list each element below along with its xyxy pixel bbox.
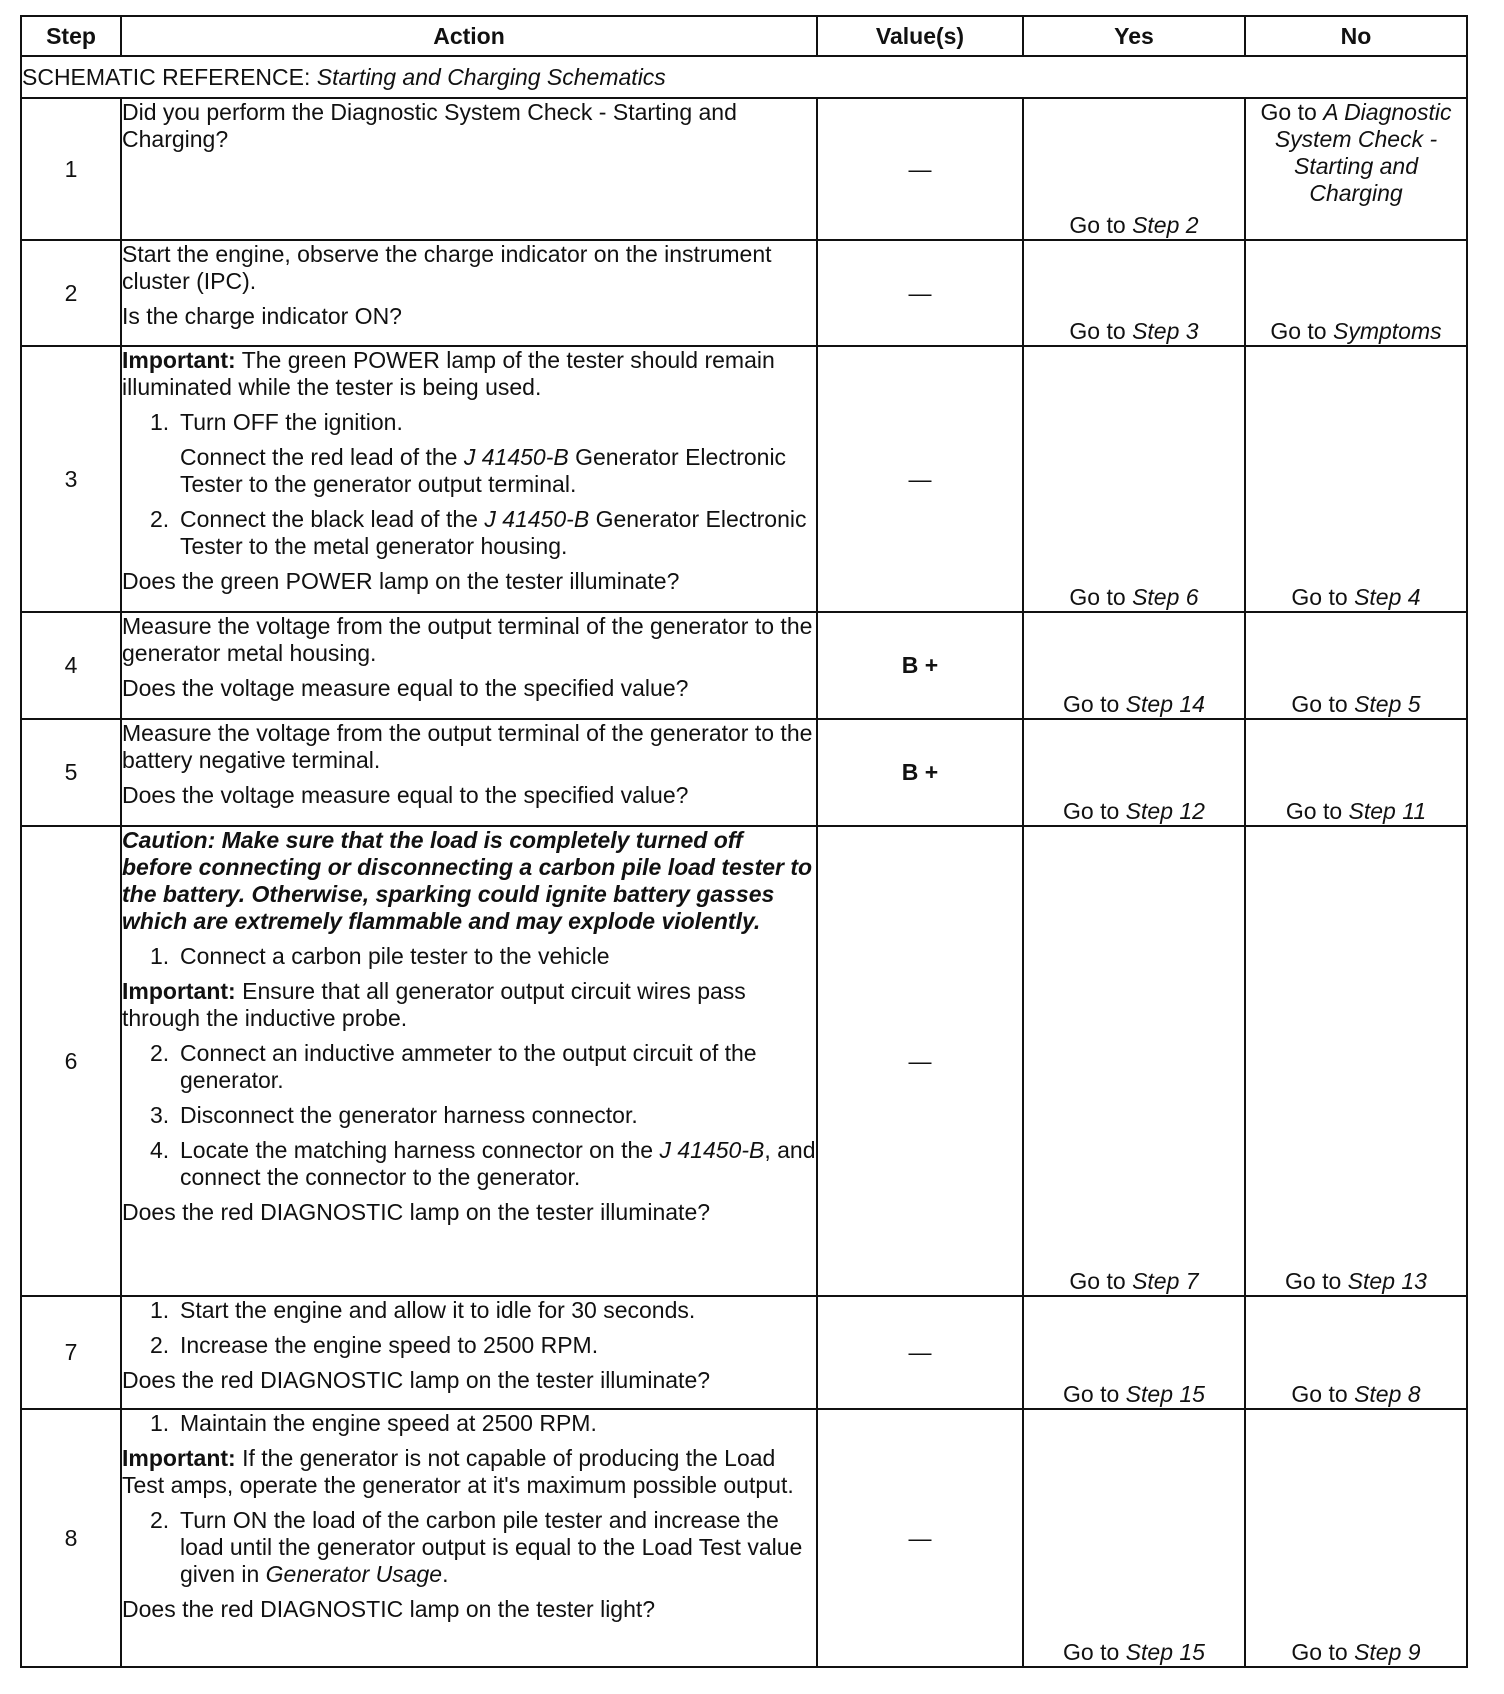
goto-label: Go to <box>1285 1268 1342 1294</box>
text: Connect the black lead of the <box>180 506 478 532</box>
yes-link[interactable]: Step 15 <box>1125 1381 1205 1407</box>
generator-usage-ref[interactable]: Generator Usage <box>265 1561 443 1587</box>
yes-link[interactable]: Step 14 <box>1125 691 1205 717</box>
action-question: Does the red DIAGNOSTIC lamp on the tester illuminate? <box>122 1199 711 1225</box>
step-number: 6 <box>21 826 121 1296</box>
important-note <box>122 978 816 1032</box>
header-yes: Yes <box>1023 16 1245 56</box>
goto-label: Go to <box>1291 1639 1348 1665</box>
value-cell: — <box>817 826 1023 1296</box>
important-note <box>122 347 816 401</box>
no-cell <box>1245 612 1467 719</box>
goto-label: Go to <box>1291 584 1348 610</box>
yes-cell <box>1023 240 1245 346</box>
table-row <box>21 346 1467 612</box>
yes-link[interactable]: Step 12 <box>1125 798 1205 824</box>
list-text: Increase the engine speed to 2500 RPM. <box>180 1332 599 1358</box>
no-cell <box>1245 1296 1467 1409</box>
action-cell <box>121 346 817 612</box>
goto-label: Go to <box>1291 1381 1348 1407</box>
step-number: 2 <box>21 240 121 346</box>
action-question: Does the red DIAGNOSTIC lamp on the tester illuminate? <box>122 1367 711 1393</box>
important-label: Important: <box>122 347 236 373</box>
text: Locate the matching harness connector on the <box>180 1137 654 1163</box>
header-values: Value(s) <box>817 16 1023 56</box>
no-cell <box>1245 98 1467 240</box>
table-row <box>21 1409 1467 1667</box>
list-number: 1. <box>150 1297 170 1323</box>
list-number: 1. <box>150 409 170 435</box>
action-cell <box>121 1409 817 1667</box>
header-step: Step <box>21 16 121 56</box>
goto-label: Go to <box>1063 1639 1120 1665</box>
list-text <box>180 506 816 560</box>
action-cell <box>121 719 817 826</box>
value-cell: — <box>817 1296 1023 1409</box>
yes-link[interactable]: Step 3 <box>1132 318 1199 344</box>
action-cell <box>121 612 817 719</box>
list-text <box>180 1507 816 1588</box>
action-question: Does the voltage measure equal to the specified value? <box>122 782 689 808</box>
value-cell: — <box>817 346 1023 612</box>
table-row <box>21 98 1467 240</box>
schematic-label: SCHEMATIC REFERENCE: <box>22 63 311 90</box>
list-number: 2. <box>150 1507 170 1533</box>
text: Turn ON the load of the carbon pile tester and increase the load until the generator output is equal to the Load Test value given in <box>180 1507 803 1587</box>
action-question: Does the green POWER lamp on the tester illuminate? <box>122 568 680 594</box>
action-text: Start the engine, observe the charge indicator on the instrument cluster (IPC). <box>122 241 772 294</box>
value-cell: — <box>817 1409 1023 1667</box>
text: , and connect the connector to the generator. <box>180 1137 816 1190</box>
list-text <box>180 1137 816 1191</box>
action-cell <box>121 826 817 1296</box>
goto-label: Go to <box>1069 318 1126 344</box>
list-text: Connect an inductive ammeter to the output circuit of the generator. <box>180 1040 757 1093</box>
yes-link[interactable]: Step 7 <box>1132 1268 1199 1294</box>
no-link[interactable]: Step 8 <box>1354 1381 1421 1407</box>
action-question: Does the red DIAGNOSTIC lamp on the tester light? <box>122 1596 656 1622</box>
header-action: Action <box>121 16 817 56</box>
table-row <box>21 826 1467 1296</box>
text: Generator Electronic Tester to the generator output terminal. <box>180 444 787 497</box>
important-note <box>122 1445 816 1499</box>
list-text: Connect a carbon pile tester to the vehicle <box>180 943 610 969</box>
list-item <box>122 1507 816 1588</box>
step-number: 8 <box>21 1409 121 1667</box>
list-item <box>122 1102 816 1129</box>
no-cell <box>1245 240 1467 346</box>
goto-label: Go to <box>1063 798 1120 824</box>
text: Connect the red lead of the <box>180 444 458 470</box>
yes-cell <box>1023 346 1245 612</box>
yes-cell <box>1023 826 1245 1296</box>
action-text: Measure the voltage from the output terminal of the generator to the generator metal housing. <box>122 613 813 666</box>
no-cell <box>1245 719 1467 826</box>
list-item <box>122 1332 816 1359</box>
action-question: Is the charge indicator ON? <box>122 303 402 329</box>
value-cell: B + <box>817 612 1023 719</box>
yes-cell <box>1023 1409 1245 1667</box>
no-link[interactable]: Step 9 <box>1354 1639 1421 1665</box>
goto-label: Go to <box>1069 1268 1126 1294</box>
no-cell <box>1245 1409 1467 1667</box>
action-cell <box>121 98 817 240</box>
no-link[interactable]: Step 11 <box>1348 798 1427 824</box>
list-item <box>122 506 816 560</box>
list-item <box>122 1137 816 1191</box>
action-cell <box>121 240 817 346</box>
important-text: Ensure that all generator output circuit wires pass through the inductive probe. <box>122 978 746 1031</box>
list-number: 1. <box>150 943 170 969</box>
list-number: 4. <box>150 1137 170 1163</box>
no-link[interactable]: Step 5 <box>1354 691 1421 717</box>
text: Generator Electronic Tester to the metal generator housing. <box>180 506 807 559</box>
important-text: If the generator is not capable of producing the Load Test amps, operate the generator at it's maximum possible output. <box>122 1445 794 1498</box>
step-number: 1 <box>21 98 121 240</box>
list-text: Disconnect the generator harness connector. <box>180 1102 638 1128</box>
goto-label: Go to <box>1069 584 1126 610</box>
list-number: 2. <box>150 1332 170 1358</box>
list-number: 2. <box>150 506 170 532</box>
text: . <box>442 1561 449 1587</box>
yes-cell <box>1023 1296 1245 1409</box>
schematic-reference <box>21 56 1467 98</box>
goto-label: Go to <box>1063 691 1120 717</box>
yes-cell <box>1023 98 1245 240</box>
list-number: 1. <box>150 1410 170 1436</box>
list-item <box>122 1040 816 1094</box>
yes-cell <box>1023 612 1245 719</box>
list-text: Maintain the engine speed at 2500 RPM. <box>180 1410 597 1436</box>
list-item <box>122 409 816 436</box>
header-no: No <box>1245 16 1467 56</box>
goto-label: Go to <box>1270 318 1327 344</box>
yes-link[interactable]: Step 15 <box>1125 1639 1205 1665</box>
goto-label: Go to <box>1285 798 1343 824</box>
table-row <box>21 612 1467 719</box>
header-row <box>21 16 1467 56</box>
no-link[interactable]: Symptoms <box>1333 318 1442 344</box>
list-number: 2. <box>150 1040 170 1066</box>
caution-note: Caution: Make sure that the load is completely turned off before connecting or disconnecting a carbon pile load tester to the battery. Otherwise, sparking could ignite battery gasses which are extremely flammable and may explode violently. <box>122 827 813 934</box>
yes-link[interactable]: Step 6 <box>1132 584 1199 610</box>
list-item <box>122 1297 816 1324</box>
table-row <box>21 719 1467 826</box>
important-label: Important: <box>122 978 236 1004</box>
important-label: Important: <box>122 1445 236 1471</box>
list-item <box>122 1410 816 1437</box>
value-cell: — <box>817 98 1023 240</box>
goto-label: Go to <box>1291 691 1348 717</box>
step-number: 7 <box>21 1296 121 1409</box>
action-question: Does the voltage measure equal to the specified value? <box>122 675 689 701</box>
yes-link[interactable]: Step 2 <box>1132 212 1199 238</box>
schematic-ref-link[interactable]: Starting and Charging Schematics <box>316 63 666 90</box>
step-number: 3 <box>21 346 121 612</box>
important-text: The green POWER lamp of the tester should remain illuminated while the tester is being used. <box>122 347 775 400</box>
list-text: Start the engine and allow it to idle for 30 seconds. <box>180 1297 696 1323</box>
diagnostic-table <box>20 15 1468 1668</box>
tool-ref: J 41450-B <box>659 1137 765 1163</box>
no-link[interactable]: Step 4 <box>1354 584 1421 610</box>
tool-ref: J 41450-B <box>484 506 590 532</box>
no-cell <box>1245 826 1467 1296</box>
goto-label: Go to <box>1063 1381 1120 1407</box>
list-item <box>122 943 816 970</box>
no-link[interactable]: A Diagnostic System Check - Starting and Charging <box>1274 99 1452 206</box>
goto-label: Go to <box>1069 212 1126 238</box>
list-continuation <box>122 444 816 498</box>
list-number: 3. <box>150 1102 170 1128</box>
action-text: Did you perform the Diagnostic System Check - Starting and Charging? <box>122 99 737 152</box>
action-cell <box>121 1296 817 1409</box>
table-row <box>21 240 1467 346</box>
yes-cell <box>1023 719 1245 826</box>
step-number: 5 <box>21 719 121 826</box>
no-cell <box>1245 346 1467 612</box>
schematic-reference-row <box>21 56 1467 98</box>
value-cell: B + <box>817 719 1023 826</box>
list-text: Turn OFF the ignition. <box>180 409 403 435</box>
table-row <box>21 1296 1467 1409</box>
step-number: 4 <box>21 612 121 719</box>
value-cell: — <box>817 240 1023 346</box>
tool-ref: J 41450-B <box>463 444 569 470</box>
action-text: Measure the voltage from the output terminal of the generator to the battery negative terminal. <box>122 720 813 773</box>
goto-label: Go to <box>1260 99 1317 125</box>
no-link[interactable]: Step 13 <box>1347 1268 1427 1294</box>
